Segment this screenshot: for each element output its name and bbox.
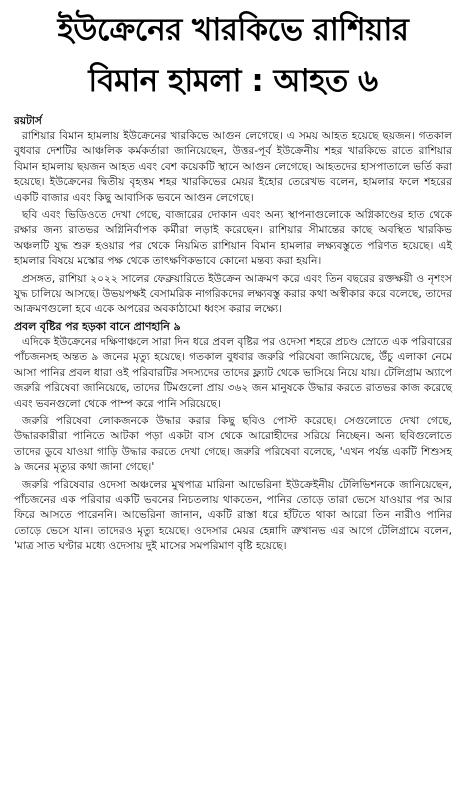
paragraph-1: রাশিয়ার বিমান হামলায় ইউক্রেনের খারকিভে আগুন লেগেছে। এ সময় আহত হয়েছে ছয়জন। গতকাল বুধবার দেশটির আঞ্চলিক কর্মকর্তারা জানিয়েছেন, উত্তর-পূর্ব ইউক্রেনীয় শহর খারকিভে রাতে রাশিয়ার বিমান হামলায় ছয়জন আহত এবং বেশ কয়েকটি স্থানে আগুন লেগেছে। আহতদের হাসপাতালে ভর্তি করা হয়েছে। ইউক্রেনের দ্বিতীয় বৃহত্তম শহর খারকিভের মেয়র ইহোর তেরেখভ বলেন, হামলার ফলে শহরের একটি বাজার এবং কিছু আবাসিক ভবনে আগুন লেগেছে। [14,130,452,204]
headline-line-2: বিমান হামলা : আহত ৬ [88,63,378,99]
paragraph-4: এদিকে ইউক্রেনের দক্ষিণাঞ্চলে সারা দিন ধরে প্রবল বৃষ্টির পর ওদেসা শহরে প্রচণ্ড স্রোতে এক পরিবারের পাঁচজনসহ অন্তত ৯ জনের মৃত্যু হয়েছে। গতকাল বুধবার জরুরি পরিষেবা জানিয়েছে, উঁচু এলাকা নেমে আসা পানির প্রবল ধারা ওই পরিবারটির সদস্যদের তাদের ফ্ল্যাট থেকে ভাসিয়ে নিয়ে যায়। টেলিগ্রাম অ্যাপে জরুরি পরিষেবা জানিয়েছে, তাদের টিমগুলো প্রায় ৩৬২ জন মানুষকে উদ্ধার করতে রাতভর কাজ করেছে এবং ভবনগুলো থেকে পাম্প করে পানি সরিয়েছে। [14,335,452,410]
headline [14,0,452,106]
article-body [14,129,452,555]
paragraph-3: প্রসঙ্গত, রাশিয়া ২০২২ সালের ফেব্রুয়ারিতে ইউক্রেন আক্রমণ করে এবং তিন বছরের রক্তক্ষয়ী ও নৃশংস যুদ্ধ চালিয়ে আসছে। উভয়পক্ষই বেসামরিক নাগরিকদের লক্ষ্যবস্তু করার কথা অস্বীকার করে বলেছে, তাদের আক্রমণগুলো হবে একে অপরের অবকাঠামো ধ্বংস করার লক্ষ্যে। [14,272,452,316]
paragraph-6: জরুরি পরিষেবার ওদেসা অঞ্চলের মুখপাত্র মারিনা আভেরিনা ইউক্রেইনীয় টেলিভিশনকে জানিয়েছেন, পাঁচজনের এক পরিবার একটি ভবনের নিচতলায় থাকতেন, পানির তোড়ে তারা ভেসে যাওয়ার পর আর ফিরে আসতে পারেননি। আভেরিনা জানান, একটি রাস্তা ধরে হাঁটতে থাকা আরো তিন নারীও পানির তোড়ে ভেসে যান। তাদেরও মৃত্যু হয়েছে। ওদেসার মেয়র হেন্নাদি ত্রুখানভ এর আগে টেলিগ্রামে বলেন, 'মাত্র সাত ঘণ্টার মধ্যে ওদেসায় দুই মাসের সমপরিমাণ বৃষ্টি হয়েছে। [14,478,452,553]
headline-line-1: ইউক্রেনের খারকিভে রাশিয়ার [57,12,409,48]
byline: রয়টার্স [14,115,42,127]
paragraph-5: জরুরি পরিষেবা লোকজনকে উদ্ধার করার কিছু ছবিও পোস্ট করেছে। সেগুলোতে দেখা গেছে, উদ্ধারকারীরা পানিতে আটকা পড়া একটা বাস থেকে আরোহীদের সরিয়ে নিচ্ছেন। অন্য ছবিগুলোতে তাদের ডুবে যাওয়া গাড়ি উদ্ধার করতে দেখা গেছে। জরুরি পরিষেবা বলেছে, 'এখন পর্যন্ত একটি শিশুসহ ৯ জনের মৃত্যুর কথা জানা গেছে।' [14,414,452,474]
subheading: প্রবল বৃষ্টির পর হড়কা বানে প্রাণহানি ৯ [14,319,181,333]
paragraph-2: ছবি এবং ভিডিওতে দেখা গেছে, বাজারের দোকান এবং অন্য স্থাপনাগুলোকে অগ্নিকাণ্ডের হাত থেকে রক্ষার জন্য রাতভর অগ্নিনির্বাপক কর্মীরা লড়াই করেছেন। রাশিয়ার সীমান্তের কাছে অবস্থিত খারকিভ অঞ্চলটি যুদ্ধ শুরু হওয়ার পর থেকে নিয়মিত রাশিয়ান বিমান হামলার লক্ষ্যবস্তুতে পরিণত হয়েছে। এই হামলার বিষয়ে মস্কোর পক্ষ থেকে তাৎক্ষণিকভাবে কোনো মন্তব্য করা হয়নি। [14,209,452,268]
